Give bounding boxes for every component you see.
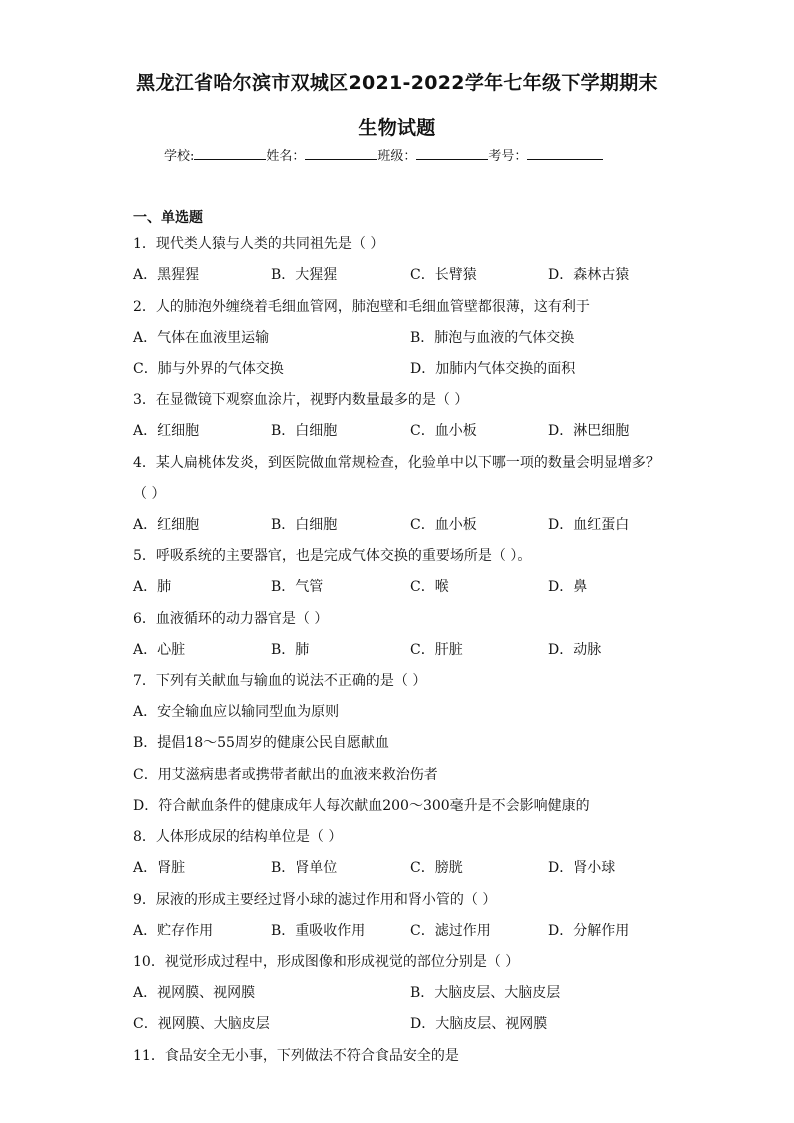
- class-label: 班级：: [377, 149, 417, 164]
- option-c: C．长臂猿: [410, 267, 477, 283]
- question-stem: 2．人的肺泡外缠绕着毛细血管网，肺泡壁和毛细血管壁都很薄，这有利于: [133, 299, 590, 315]
- option-c: C．血小板: [410, 517, 477, 533]
- option-d: D．森林古猿: [548, 267, 630, 283]
- option-b: B．白细胞: [271, 517, 338, 533]
- school-label: 学校:: [164, 149, 195, 164]
- question-stem: 6．血液循环的动力器官是（ ）: [133, 611, 329, 627]
- option-d: D．血红蛋白: [548, 517, 630, 533]
- class-blank: [416, 146, 488, 160]
- question-stem: 3．在显微镜下观察血涂片，视野内数量最多的是（ ）: [133, 392, 469, 408]
- option-c: C．用艾滋病患者或携带者献出的血液来救治伤者: [133, 767, 438, 783]
- question-stem: 11．食品安全无小事，下列做法不符合食品安全的是: [133, 1048, 459, 1064]
- option-a: A．肾脏: [133, 860, 186, 876]
- option-b: B．肺泡与血液的气体交换: [410, 330, 575, 346]
- question-stem-continuation: （ ）: [133, 486, 166, 502]
- exam-no-label: 考号：: [488, 149, 528, 164]
- option-d: D．淋巴细胞: [548, 423, 630, 439]
- option-b: B．白细胞: [271, 423, 338, 439]
- school-blank: [194, 146, 266, 160]
- question-stem: 9．尿液的形成主要经过肾小球的滤过作用和肾小管的（ ）: [133, 892, 497, 908]
- option-d: D．加肺内气体交换的面积: [410, 361, 576, 377]
- option-a: A．黑猩猩: [133, 267, 200, 283]
- option-a: A．安全输血应以输同型血为原则: [133, 704, 340, 720]
- question-stem: 4．某人扁桃体发炎，到医院做血常规检查，化验单中以下哪一项的数量会明显增多？: [133, 455, 660, 471]
- section-title: 一、单选题: [133, 210, 203, 226]
- option-a: A．红细胞: [133, 423, 200, 439]
- option-b: B．重吸收作用: [271, 923, 366, 939]
- exam-title-line1: 黑龙江省哈尔滨市双城区2021-2022学年七年级下学期期末: [136, 72, 658, 94]
- option-a: A．心脏: [133, 642, 186, 658]
- option-a: A．气体在血液里运输: [133, 330, 270, 346]
- option-c: C．喉: [410, 579, 449, 595]
- question-stem: 7．下列有关献血与输血的说法不正确的是（ ）: [133, 673, 427, 689]
- option-b: B．大脑皮层、大脑皮层: [410, 985, 561, 1001]
- question-stem: 8．人体形成尿的结构单位是（ ）: [133, 829, 343, 845]
- option-c: C．肝脏: [410, 642, 463, 658]
- option-b: B．提倡18～55周岁的健康公民自愿献血: [133, 735, 389, 751]
- option-c: C．血小板: [410, 423, 477, 439]
- option-a: A．肺: [133, 579, 172, 595]
- option-c: C．视网膜、大脑皮层: [133, 1016, 270, 1032]
- question-stem: 10．视觉形成过程中，形成图像和形成视觉的部位分别是（ ）: [133, 954, 520, 970]
- question-stem: 1．现代类人猿与人类的共同祖先是（ ）: [133, 236, 385, 252]
- option-d: D．鼻: [548, 579, 588, 595]
- option-d: D．动脉: [548, 642, 602, 658]
- option-a: A．红细胞: [133, 517, 200, 533]
- option-a: A．贮存作用: [133, 923, 214, 939]
- exam-no-blank: [527, 146, 603, 160]
- option-d: D．大脑皮层、视网膜: [410, 1016, 548, 1032]
- option-d: D．分解作用: [548, 923, 630, 939]
- exam-title-line2: 生物试题: [358, 117, 436, 139]
- option-b: B．肺: [271, 642, 310, 658]
- option-b: B．大猩猩: [271, 267, 338, 283]
- question-stem: 5．呼吸系统的主要器官，也是完成气体交换的重要场所是（ ）。: [133, 548, 532, 564]
- name-blank: [305, 146, 377, 160]
- option-b: B．气管: [271, 579, 324, 595]
- option-b: B．肾单位: [271, 860, 338, 876]
- option-c: C．膀胱: [410, 860, 463, 876]
- option-a: A．视网膜、视网膜: [133, 985, 256, 1001]
- option-c: C．滤过作用: [410, 923, 491, 939]
- option-d: D．符合献血条件的健康成年人每次献血200～300毫升是不会影响健康的: [133, 798, 590, 814]
- option-d: D．肾小球: [548, 860, 616, 876]
- name-label: 姓名：: [266, 149, 306, 164]
- option-c: C．肺与外界的气体交换: [133, 361, 284, 377]
- student-info-row: [164, 145, 603, 164]
